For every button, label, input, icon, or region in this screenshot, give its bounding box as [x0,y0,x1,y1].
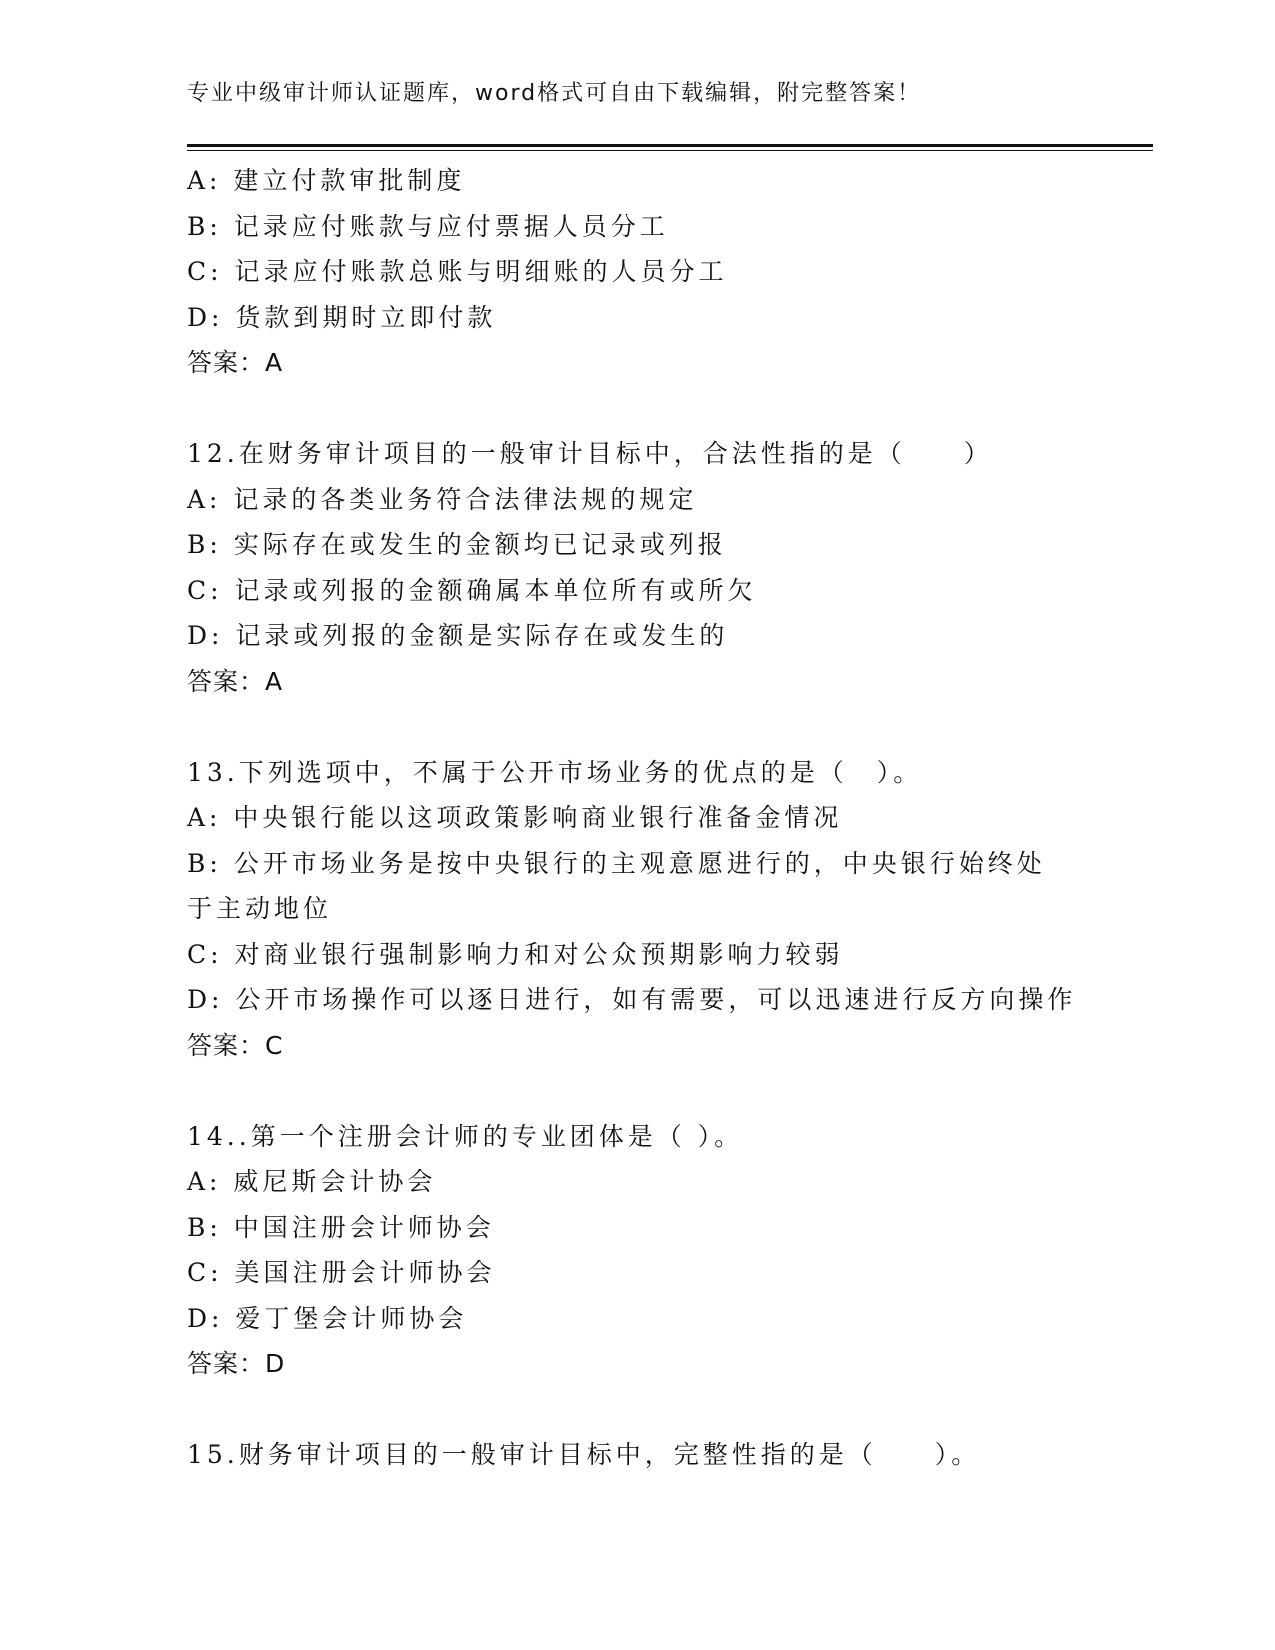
header-rule-thin [187,150,1153,151]
q14-option-d: D: 爱丁堡会计师协会 [187,1303,468,1333]
q12-option-a: A: 记录的各类业务符合法律法规的规定 [187,484,698,514]
header-rule-thick [187,144,1153,147]
question-list [187,158,1087,1478]
q12-option-d: D: 记录或列报的金额是实际存在或发生的 [187,621,729,650]
q11-option-b: B: 记录应付账款与应付票据人员分工 [187,211,669,241]
q12-option-b: B: 实际存在或发生的金额均已记录或列报 [187,530,727,559]
q14-option-a: A: 威尼斯会计协会 [187,1167,437,1196]
page-header: 专业中级审计师认证题库，word格式可自由下载编辑，附完整答案！ [187,81,922,106]
q14-option-c: C: 美国注册会计师协会 [187,1258,496,1287]
spacer [187,1068,1087,1114]
q13-question: 13.下列选项中，不属于公开市场业务的优点的是（ ）。 [187,757,923,787]
q13-option-a: A: 中央银行能以这项政策影响商业银行准备金情况 [187,803,843,832]
q13-option-b: B: 公开市场业务是按中央银行的主观意愿进行的，中央银行始终处于主动地位 [187,848,1046,923]
q11-answer: 答案：A [187,348,284,377]
q11-option-c: C: 记录应付账款总账与明细账的人员分工 [187,257,728,286]
q14-answer: 答案：D [187,1349,286,1378]
q15-question: 15.财务审计项目的一般审计目标中，完整性指的是（ ）。 [187,1440,981,1469]
q13-option-c: C: 对商业银行强制影响力和对公众预期影响力较弱 [187,939,844,969]
q14-question: 14..第一个注册会计师的专业团体是（ ）。 [187,1121,744,1151]
q12-option-c: C: 记录或列报的金额确属本单位所有或所欠 [187,575,757,605]
spacer [187,386,1087,432]
q13-answer: 答案：C [187,1030,284,1060]
spacer [187,1387,1087,1433]
q11-option-d: D: 货款到期时立即付款 [187,302,497,332]
q11-option-a: A: 建立付款审批制度 [187,166,466,195]
q12-answer: 答案：A [187,666,284,696]
q13-option-d: D: 公开市场操作可以逐日进行，如有需要，可以迅速进行反方向操作 [187,985,1077,1014]
q14-option-b: B: 中国注册会计师协会 [187,1212,495,1242]
q12-question: 12.在财务审计项目的一般审计目标中，合法性指的是（ ） [187,439,993,468]
spacer [187,704,1087,750]
